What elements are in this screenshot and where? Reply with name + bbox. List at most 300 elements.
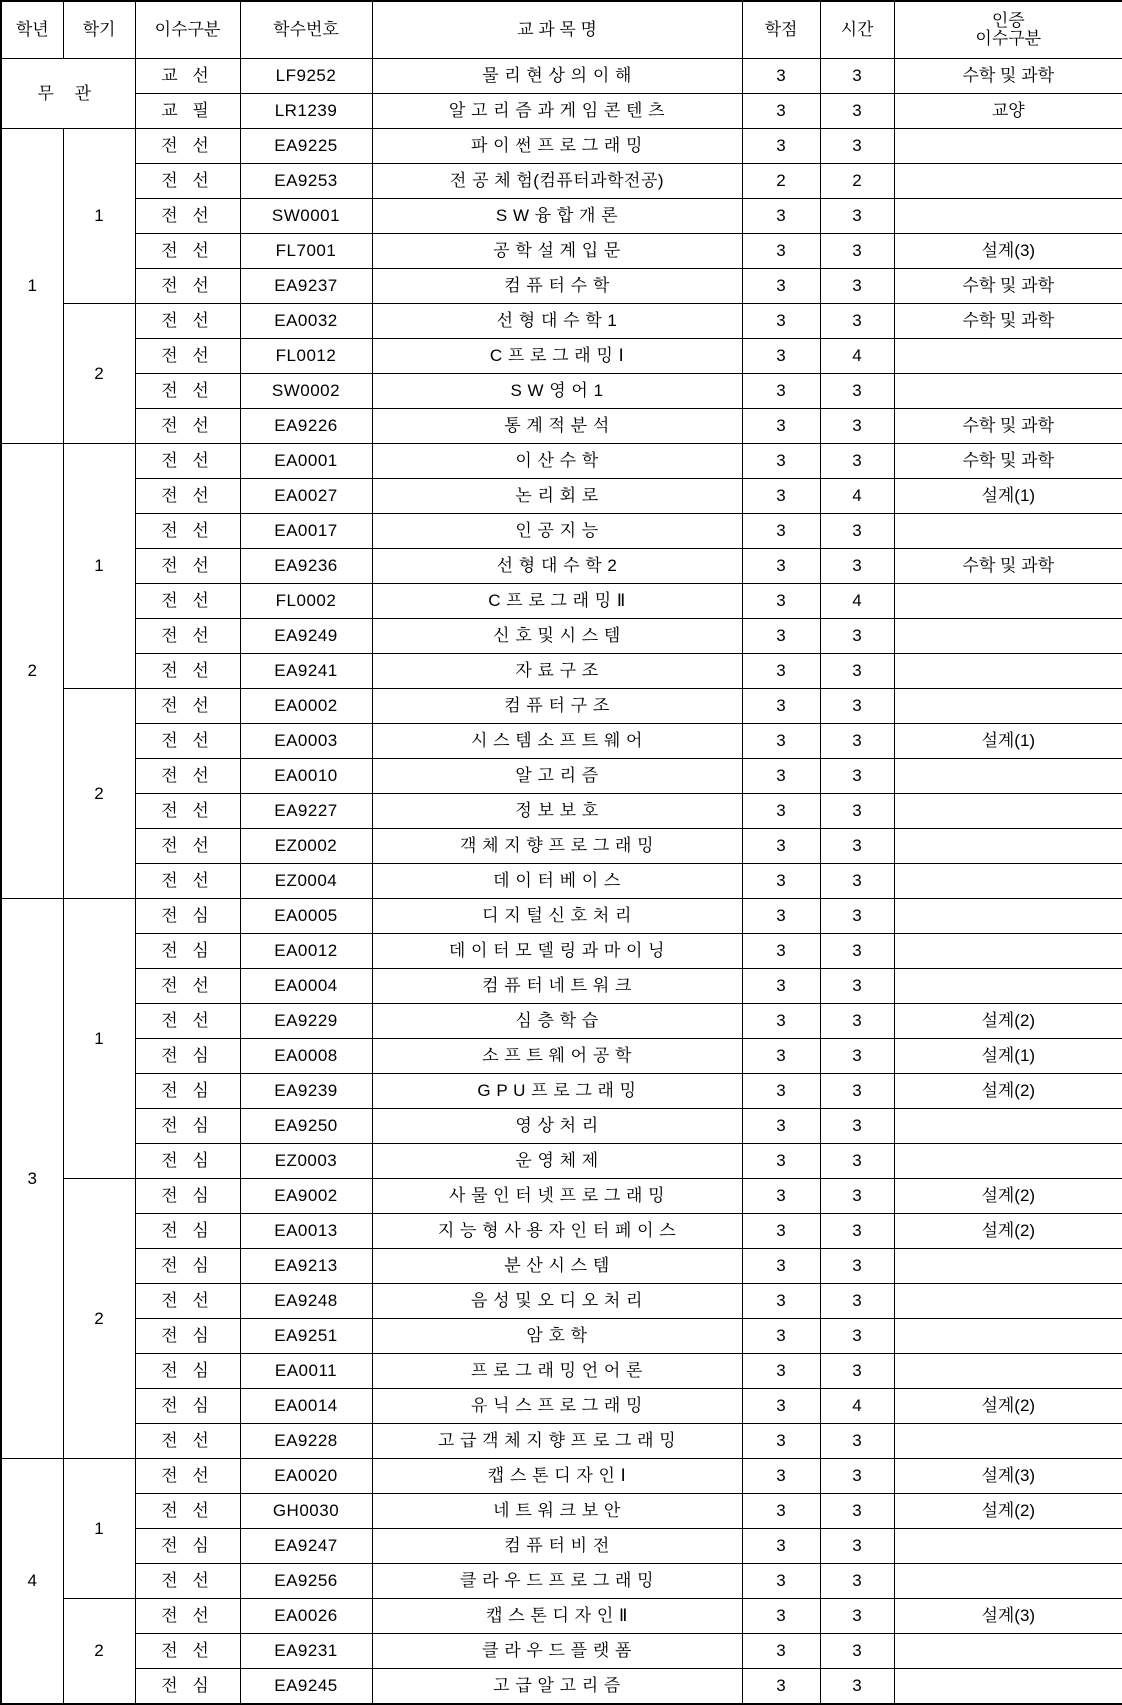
cell-course-name: 알 고 리 즘 과 게 임 콘 텐 츠	[372, 94, 742, 129]
cell-certification-type	[894, 1319, 1122, 1354]
cell-certification-type: 설계(1)	[894, 1039, 1122, 1074]
cell-certification-type	[894, 689, 1122, 724]
cell-hours: 3	[820, 654, 894, 689]
table-row	[1, 1109, 1122, 1144]
cell-term: 2	[63, 1179, 135, 1459]
cell-course-name: 알 고 리 즘	[372, 759, 742, 794]
cell-hours: 4	[820, 1389, 894, 1424]
cell-certification-type	[894, 969, 1122, 1004]
cell-course-type: 전 선	[135, 724, 240, 759]
cell-course-type: 전 선	[135, 339, 240, 374]
table-row	[1, 94, 1122, 129]
cell-course-name: 고 급 알 고 리 즘	[372, 1669, 742, 1705]
cell-course-type: 전 선	[135, 1599, 240, 1634]
cell-course-code: LR1239	[240, 94, 372, 129]
table-row	[1, 1354, 1122, 1389]
cell-course-type: 교 선	[135, 59, 240, 94]
cell-hours: 3	[820, 1179, 894, 1214]
cell-course-type: 전 선	[135, 1634, 240, 1669]
cell-certification-type	[894, 339, 1122, 374]
cell-course-type: 전 심	[135, 1109, 240, 1144]
cell-course-code: EA0027	[240, 479, 372, 514]
cell-course-code: FL0012	[240, 339, 372, 374]
cell-course-code: EA9245	[240, 1669, 372, 1705]
cell-certification-type	[894, 584, 1122, 619]
cell-credits: 3	[742, 1214, 820, 1249]
table-row	[1, 969, 1122, 1004]
cell-certification-type: 수학 및 과학	[894, 59, 1122, 94]
cell-hours: 3	[820, 1494, 894, 1529]
cell-course-code: EA9229	[240, 1004, 372, 1039]
cell-credits: 3	[742, 1109, 820, 1144]
cell-course-code: EA9239	[240, 1074, 372, 1109]
cell-course-code: EA9225	[240, 129, 372, 164]
cell-course-code: SW0002	[240, 374, 372, 409]
table-row	[1, 339, 1122, 374]
cell-course-code: SW0001	[240, 199, 372, 234]
cell-certification-type: 설계(2)	[894, 1389, 1122, 1424]
cell-credits: 3	[742, 129, 820, 164]
cell-hours: 3	[820, 1669, 894, 1705]
cell-course-type: 전 심	[135, 1179, 240, 1214]
cell-hours: 3	[820, 1284, 894, 1319]
cell-course-code: EA9237	[240, 269, 372, 304]
cell-credits: 3	[742, 409, 820, 444]
cell-certification-type: 수학 및 과학	[894, 549, 1122, 584]
cell-course-name: 파 이 썬 프 로 그 래 밍	[372, 129, 742, 164]
column-header-course-code: 학수번호	[240, 1, 372, 59]
cell-credits: 3	[742, 1529, 820, 1564]
cell-course-name: 선 형 대 수 학 2	[372, 549, 742, 584]
cell-credits: 3	[742, 94, 820, 129]
cell-course-name: 자 료 구 조	[372, 654, 742, 689]
cell-course-name: 캡 스 톤 디 자 인 Ⅰ	[372, 1459, 742, 1494]
cell-credits: 3	[742, 899, 820, 934]
column-header-hours: 시간	[820, 1, 894, 59]
cell-course-type: 전 선	[135, 1564, 240, 1599]
cell-course-code: EA9256	[240, 1564, 372, 1599]
table-row	[1, 1634, 1122, 1669]
cell-credits: 3	[742, 59, 820, 94]
cell-hours: 3	[820, 199, 894, 234]
column-header-credits: 학점	[742, 1, 820, 59]
column-header-year: 학년	[1, 1, 63, 59]
cell-hours: 3	[820, 969, 894, 1004]
table-row	[1, 409, 1122, 444]
table-row	[1, 724, 1122, 759]
cell-course-name: 데 이 터 베 이 스	[372, 864, 742, 899]
cell-course-type: 전 선	[135, 654, 240, 689]
table-row	[1, 269, 1122, 304]
cell-course-name: 신 호 및 시 스 템	[372, 619, 742, 654]
cell-course-name: 고 급 객 체 지 향 프 로 그 래 밍	[372, 1424, 742, 1459]
cell-credits: 3	[742, 1354, 820, 1389]
cell-hours: 3	[820, 1529, 894, 1564]
cell-course-code: EA9250	[240, 1109, 372, 1144]
table-row	[1, 1319, 1122, 1354]
cell-year: 4	[1, 1459, 63, 1705]
table-row	[1, 444, 1122, 479]
cell-credits: 3	[742, 304, 820, 339]
cell-course-type: 전 선	[135, 864, 240, 899]
table-row	[1, 164, 1122, 199]
cell-hours: 4	[820, 584, 894, 619]
cell-course-name: 영 상 처 리	[372, 1109, 742, 1144]
cell-course-type: 전 선	[135, 619, 240, 654]
column-header-term: 학기	[63, 1, 135, 59]
cell-course-name: C 프 로 그 래 밍 Ⅱ	[372, 584, 742, 619]
cell-term: 2	[63, 304, 135, 444]
cell-term: 1	[63, 1459, 135, 1599]
cell-course-type: 교 필	[135, 94, 240, 129]
cell-hours: 3	[820, 374, 894, 409]
table-row	[1, 479, 1122, 514]
cell-course-type: 전 심	[135, 899, 240, 934]
cell-course-type: 전 선	[135, 1424, 240, 1459]
table-row	[1, 1494, 1122, 1529]
cell-credits: 3	[742, 1669, 820, 1705]
cell-credits: 3	[742, 234, 820, 269]
cell-hours: 3	[820, 864, 894, 899]
cell-hours: 3	[820, 934, 894, 969]
cell-course-type: 전 심	[135, 934, 240, 969]
cell-course-code: EA9213	[240, 1249, 372, 1284]
table-row	[1, 1564, 1122, 1599]
cell-course-name: G P U 프 로 그 래 밍	[372, 1074, 742, 1109]
cell-hours: 3	[820, 1214, 894, 1249]
table-row	[1, 549, 1122, 584]
table-row	[1, 1214, 1122, 1249]
cell-credits: 3	[742, 1004, 820, 1039]
cell-certification-type	[894, 1284, 1122, 1319]
cell-hours: 3	[820, 1039, 894, 1074]
cell-course-code: EA0017	[240, 514, 372, 549]
cell-hours: 3	[820, 794, 894, 829]
cell-credits: 3	[742, 864, 820, 899]
cell-course-type: 전 선	[135, 969, 240, 1004]
cell-course-code: EA9248	[240, 1284, 372, 1319]
cell-course-name: S W 영 어 1	[372, 374, 742, 409]
cell-course-name: 컴 퓨 터 비 전	[372, 1529, 742, 1564]
cell-hours: 3	[820, 724, 894, 759]
cell-course-code: EA0011	[240, 1354, 372, 1389]
cell-course-name: 운 영 체 제	[372, 1144, 742, 1179]
table-row	[1, 654, 1122, 689]
cell-hours: 3	[820, 689, 894, 724]
cell-course-code: EA0026	[240, 1599, 372, 1634]
table-row	[1, 1284, 1122, 1319]
table-row	[1, 1074, 1122, 1109]
cell-course-code: EA0014	[240, 1389, 372, 1424]
cell-course-type: 전 심	[135, 1354, 240, 1389]
cell-course-name: 시 스 템 소 프 트 웨 어	[372, 724, 742, 759]
cell-certification-type	[894, 1354, 1122, 1389]
cell-certification-type: 설계(2)	[894, 1074, 1122, 1109]
cell-certification-type	[894, 654, 1122, 689]
cell-course-type: 전 선	[135, 479, 240, 514]
cell-certification-type	[894, 374, 1122, 409]
cell-certification-type	[894, 1529, 1122, 1564]
cell-hours: 3	[820, 1144, 894, 1179]
cell-course-name: 컴 퓨 터 구 조	[372, 689, 742, 724]
cell-course-code: EZ0003	[240, 1144, 372, 1179]
column-header-certification-type	[894, 1, 1122, 59]
cell-hours: 3	[820, 269, 894, 304]
certification-header-line2: 이수구분	[895, 30, 1122, 48]
cell-credits: 3	[742, 1564, 820, 1599]
cell-course-name: 선 형 대 수 학 1	[372, 304, 742, 339]
cell-certification-type: 설계(1)	[894, 724, 1122, 759]
table-row	[1, 899, 1122, 934]
cell-course-type: 전 선	[135, 304, 240, 339]
cell-course-type: 전 심	[135, 1319, 240, 1354]
cell-term: 2	[63, 1599, 135, 1705]
table-row	[1, 129, 1122, 164]
cell-certification-type	[894, 829, 1122, 864]
cell-course-type: 전 선	[135, 1004, 240, 1039]
cell-certification-type	[894, 129, 1122, 164]
cell-course-name: 소 프 트 웨 어 공 학	[372, 1039, 742, 1074]
cell-course-type: 전 선	[135, 374, 240, 409]
cell-certification-type: 설계(3)	[894, 1459, 1122, 1494]
cell-course-type: 전 선	[135, 689, 240, 724]
cell-course-name: 심 층 학 습	[372, 1004, 742, 1039]
cell-course-type: 전 선	[135, 514, 240, 549]
cell-course-name: 통 계 적 분 석	[372, 409, 742, 444]
cell-credits: 3	[742, 1179, 820, 1214]
cell-certification-type: 설계(3)	[894, 1599, 1122, 1634]
table-row	[1, 1529, 1122, 1564]
cell-hours: 3	[820, 1354, 894, 1389]
cell-course-code: EA9231	[240, 1634, 372, 1669]
cell-credits: 3	[742, 759, 820, 794]
cell-credits: 3	[742, 1599, 820, 1634]
cell-year: 무 관	[1, 59, 135, 129]
cell-course-name: 객 체 지 향 프 로 그 래 밍	[372, 829, 742, 864]
cell-course-name: 클 라 우 드 프 로 그 래 밍	[372, 1564, 742, 1599]
cell-credits: 3	[742, 1494, 820, 1529]
cell-course-name: 유 닉 스 프 로 그 래 밍	[372, 1389, 742, 1424]
cell-certification-type	[894, 1669, 1122, 1705]
column-header-course-name: 교 과 목 명	[372, 1, 742, 59]
cell-course-code: EA0004	[240, 969, 372, 1004]
cell-term: 2	[63, 689, 135, 899]
cell-course-name: 정 보 보 호	[372, 794, 742, 829]
cell-course-code: EA9236	[240, 549, 372, 584]
cell-certification-type: 교양	[894, 94, 1122, 129]
cell-credits: 3	[742, 619, 820, 654]
cell-course-name: 디 지 털 신 호 처 리	[372, 899, 742, 934]
cell-course-type: 전 선	[135, 164, 240, 199]
table-row	[1, 689, 1122, 724]
cell-course-type: 전 심	[135, 1249, 240, 1284]
cell-course-name: 전 공 체 험(컴퓨터과학전공)	[372, 164, 742, 199]
cell-credits: 3	[742, 1319, 820, 1354]
cell-hours: 2	[820, 164, 894, 199]
cell-course-name: 음 성 및 오 디 오 처 리	[372, 1284, 742, 1319]
cell-course-name: 프 로 그 래 밍 언 어 론	[372, 1354, 742, 1389]
cell-certification-type: 설계(3)	[894, 234, 1122, 269]
cell-course-type: 전 심	[135, 1144, 240, 1179]
cell-year: 1	[1, 129, 63, 444]
table-row	[1, 514, 1122, 549]
cell-course-code: EA9251	[240, 1319, 372, 1354]
cell-hours: 3	[820, 1599, 894, 1634]
cell-hours: 3	[820, 1634, 894, 1669]
cell-certification-type	[894, 164, 1122, 199]
cell-course-name: C 프 로 그 래 밍 Ⅰ	[372, 339, 742, 374]
cell-hours: 3	[820, 1074, 894, 1109]
cell-credits: 3	[742, 269, 820, 304]
table-row	[1, 619, 1122, 654]
cell-hours: 3	[820, 549, 894, 584]
cell-course-code: EA0001	[240, 444, 372, 479]
cell-credits: 3	[742, 1459, 820, 1494]
cell-hours: 3	[820, 759, 894, 794]
cell-hours: 3	[820, 899, 894, 934]
cell-certification-type	[894, 864, 1122, 899]
cell-course-code: EA0002	[240, 689, 372, 724]
cell-certification-type	[894, 1634, 1122, 1669]
cell-course-name: 컴 퓨 터 네 트 워 크	[372, 969, 742, 1004]
cell-course-code: EA9249	[240, 619, 372, 654]
cell-hours: 3	[820, 1564, 894, 1599]
cell-course-type: 전 선	[135, 549, 240, 584]
cell-hours: 3	[820, 829, 894, 864]
cell-course-name: 이 산 수 학	[372, 444, 742, 479]
cell-certification-type: 설계(2)	[894, 1494, 1122, 1529]
table-row	[1, 1179, 1122, 1214]
cell-certification-type	[894, 934, 1122, 969]
table-body	[1, 59, 1122, 1705]
cell-credits: 3	[742, 374, 820, 409]
table-row	[1, 1459, 1122, 1494]
table-row	[1, 304, 1122, 339]
cell-credits: 3	[742, 829, 820, 864]
cell-course-name: 지 능 형 사 용 자 인 터 페 이 스	[372, 1214, 742, 1249]
table-header	[1, 1, 1122, 59]
cell-hours: 3	[820, 514, 894, 549]
cell-certification-type	[894, 794, 1122, 829]
cell-course-code: EA0013	[240, 1214, 372, 1249]
cell-course-code: EA9253	[240, 164, 372, 199]
table-row	[1, 864, 1122, 899]
cell-certification-type	[894, 1144, 1122, 1179]
cell-course-type: 전 심	[135, 1529, 240, 1564]
cell-course-type: 전 심	[135, 1039, 240, 1074]
cell-course-name: S W 융 합 개 론	[372, 199, 742, 234]
cell-certification-type: 설계(2)	[894, 1214, 1122, 1249]
cell-course-code: LF9252	[240, 59, 372, 94]
cell-credits: 3	[742, 584, 820, 619]
cell-certification-type	[894, 1249, 1122, 1284]
cell-course-code: FL0002	[240, 584, 372, 619]
cell-hours: 3	[820, 129, 894, 164]
cell-course-type: 전 심	[135, 1074, 240, 1109]
cell-year: 3	[1, 899, 63, 1459]
table-row	[1, 584, 1122, 619]
table-row	[1, 759, 1122, 794]
cell-credits: 3	[742, 1249, 820, 1284]
cell-hours: 3	[820, 1004, 894, 1039]
cell-certification-type	[894, 759, 1122, 794]
cell-course-type: 전 선	[135, 1284, 240, 1319]
cell-credits: 3	[742, 724, 820, 759]
cell-credits: 3	[742, 794, 820, 829]
cell-credits: 3	[742, 549, 820, 584]
table-row	[1, 934, 1122, 969]
cell-hours: 3	[820, 409, 894, 444]
cell-term: 1	[63, 444, 135, 689]
cell-certification-type: 설계(2)	[894, 1179, 1122, 1214]
cell-course-code: EA0005	[240, 899, 372, 934]
certification-header-line1: 인증	[895, 12, 1122, 30]
cell-course-name: 분 산 시 스 템	[372, 1249, 742, 1284]
cell-credits: 3	[742, 1284, 820, 1319]
cell-year: 2	[1, 444, 63, 899]
table-row	[1, 1599, 1122, 1634]
cell-certification-type	[894, 1424, 1122, 1459]
cell-certification-type: 설계(2)	[894, 1004, 1122, 1039]
table-row	[1, 59, 1122, 94]
cell-credits: 3	[742, 1424, 820, 1459]
cell-course-name: 데 이 터 모 델 링 과 마 이 닝	[372, 934, 742, 969]
column-header-course-type: 이수구분	[135, 1, 240, 59]
cell-hours: 3	[820, 304, 894, 339]
cell-hours: 3	[820, 1249, 894, 1284]
cell-course-code: EA0020	[240, 1459, 372, 1494]
cell-credits: 3	[742, 1074, 820, 1109]
cell-course-code: EA9247	[240, 1529, 372, 1564]
cell-course-type: 전 선	[135, 444, 240, 479]
cell-certification-type	[894, 514, 1122, 549]
cell-course-type: 전 선	[135, 234, 240, 269]
table-row	[1, 1144, 1122, 1179]
cell-course-code: GH0030	[240, 1494, 372, 1529]
cell-course-type: 전 선	[135, 1494, 240, 1529]
cell-course-type: 전 선	[135, 269, 240, 304]
cell-course-code: EA0008	[240, 1039, 372, 1074]
cell-course-type: 전 선	[135, 759, 240, 794]
cell-certification-type	[894, 619, 1122, 654]
cell-hours: 4	[820, 479, 894, 514]
cell-certification-type: 수학 및 과학	[894, 409, 1122, 444]
cell-certification-type: 수학 및 과학	[894, 304, 1122, 339]
cell-hours: 3	[820, 1319, 894, 1354]
table-row	[1, 794, 1122, 829]
cell-course-code: EA0003	[240, 724, 372, 759]
cell-course-code: EA9241	[240, 654, 372, 689]
cell-hours: 3	[820, 1459, 894, 1494]
table-row	[1, 234, 1122, 269]
cell-course-type: 전 선	[135, 409, 240, 444]
table-row	[1, 1669, 1122, 1705]
cell-certification-type	[894, 199, 1122, 234]
cell-certification-type: 수학 및 과학	[894, 269, 1122, 304]
cell-course-type: 전 선	[135, 829, 240, 864]
cell-certification-type: 수학 및 과학	[894, 444, 1122, 479]
cell-course-name: 공 학 설 계 입 문	[372, 234, 742, 269]
cell-hours: 3	[820, 59, 894, 94]
cell-hours: 3	[820, 234, 894, 269]
cell-course-name: 클 라 우 드 플 랫 폼	[372, 1634, 742, 1669]
table-row	[1, 829, 1122, 864]
cell-credits: 3	[742, 689, 820, 724]
cell-course-code: EA0032	[240, 304, 372, 339]
cell-credits: 3	[742, 514, 820, 549]
cell-credits: 3	[742, 934, 820, 969]
cell-credits: 3	[742, 444, 820, 479]
